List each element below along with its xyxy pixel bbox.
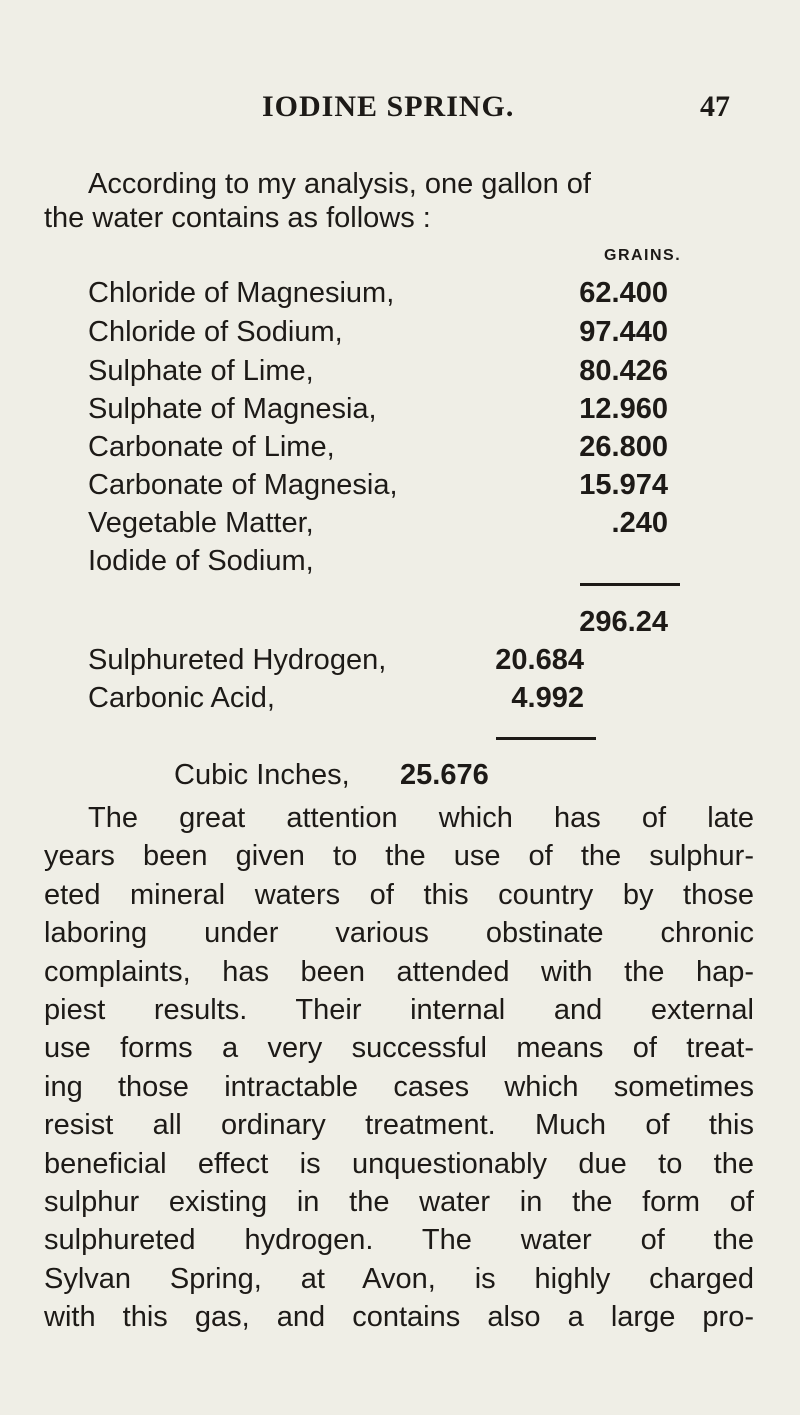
intro-line-2: the water contains as follows : [44, 202, 431, 234]
paragraph-line: piest results. Their internal and external [44, 994, 754, 1027]
paragraph-line: with this gas, and contains also a large pro- [44, 1301, 754, 1334]
total-rule [580, 583, 680, 586]
analysis-entry-name: Carbonate of Lime, [88, 431, 335, 463]
page-header [0, 90, 800, 130]
paragraph-line: Sylvan Spring, at Avon, is highly charged [44, 1262, 754, 1295]
gas-total-value: 25.676 [400, 759, 489, 791]
analysis-entry-value: .240 [611, 507, 668, 539]
page-number: 47 [700, 90, 730, 123]
analysis-entry-name: Vegetable Matter, [88, 507, 314, 539]
analysis-entry-value: 97.440 [579, 316, 668, 348]
analysis-entry-name: Iodide of Sodium, [88, 545, 314, 577]
gas-total-rule [496, 737, 596, 740]
analysis-entry-name: Carbonate of Magnesia, [88, 469, 398, 501]
analysis-entry-value: 12.960 [579, 393, 668, 425]
grains-unit-label: GRAINS. [604, 247, 682, 264]
gas-entry-value: 4.992 [511, 682, 584, 714]
gas-entry-name: Sulphureted Hydrogen, [88, 644, 387, 676]
analysis-total: 296.24 [579, 606, 668, 638]
analysis-entry-value: 80.426 [579, 355, 668, 387]
paragraph-line: sulphureted hydrogen. The water of the [44, 1224, 754, 1257]
paragraph-line: complaints, has been attended with the hap- [44, 955, 754, 988]
paragraph-line: beneficial effect is unquestionably due to the [44, 1147, 754, 1180]
analysis-entry-value: 15.974 [579, 469, 668, 501]
analysis-entry-value: 62.400 [579, 277, 668, 309]
paragraph-line: ing those intractable cases which sometimes [44, 1070, 754, 1103]
paragraph-line: sulphur existing in the water in the form of [44, 1186, 754, 1219]
analysis-entry-name: Sulphate of Magnesia, [88, 393, 377, 425]
gas-total-label: Cubic Inches, [174, 759, 350, 791]
paragraph-line: laboring under various obstinate chronic [44, 917, 754, 950]
paragraph-line: resist all ordinary treatment. Much of this [44, 1109, 754, 1142]
gas-entry-value: 20.684 [495, 644, 584, 676]
paragraph-line: years been given to the use of the sulphur- [44, 840, 754, 873]
analysis-entry-name: Chloride of Sodium, [88, 316, 343, 348]
paragraph-line: use forms a very successful means of treat- [44, 1032, 754, 1065]
analysis-entry-value: 26.800 [579, 431, 668, 463]
analysis-entry-name: Chloride of Magnesium, [88, 277, 395, 309]
gas-entry-name: Carbonic Acid, [88, 682, 275, 714]
intro-line-1: According to my analysis, one gallon of [88, 168, 591, 200]
analysis-entry-name: Sulphate of Lime, [88, 355, 314, 387]
body-paragraph [44, 799, 754, 1337]
running-title: IODINE SPRING. [262, 90, 515, 123]
paragraph-line: eted mineral waters of this country by those [44, 878, 754, 911]
paragraph-line: The great attention which has of late [88, 802, 754, 834]
